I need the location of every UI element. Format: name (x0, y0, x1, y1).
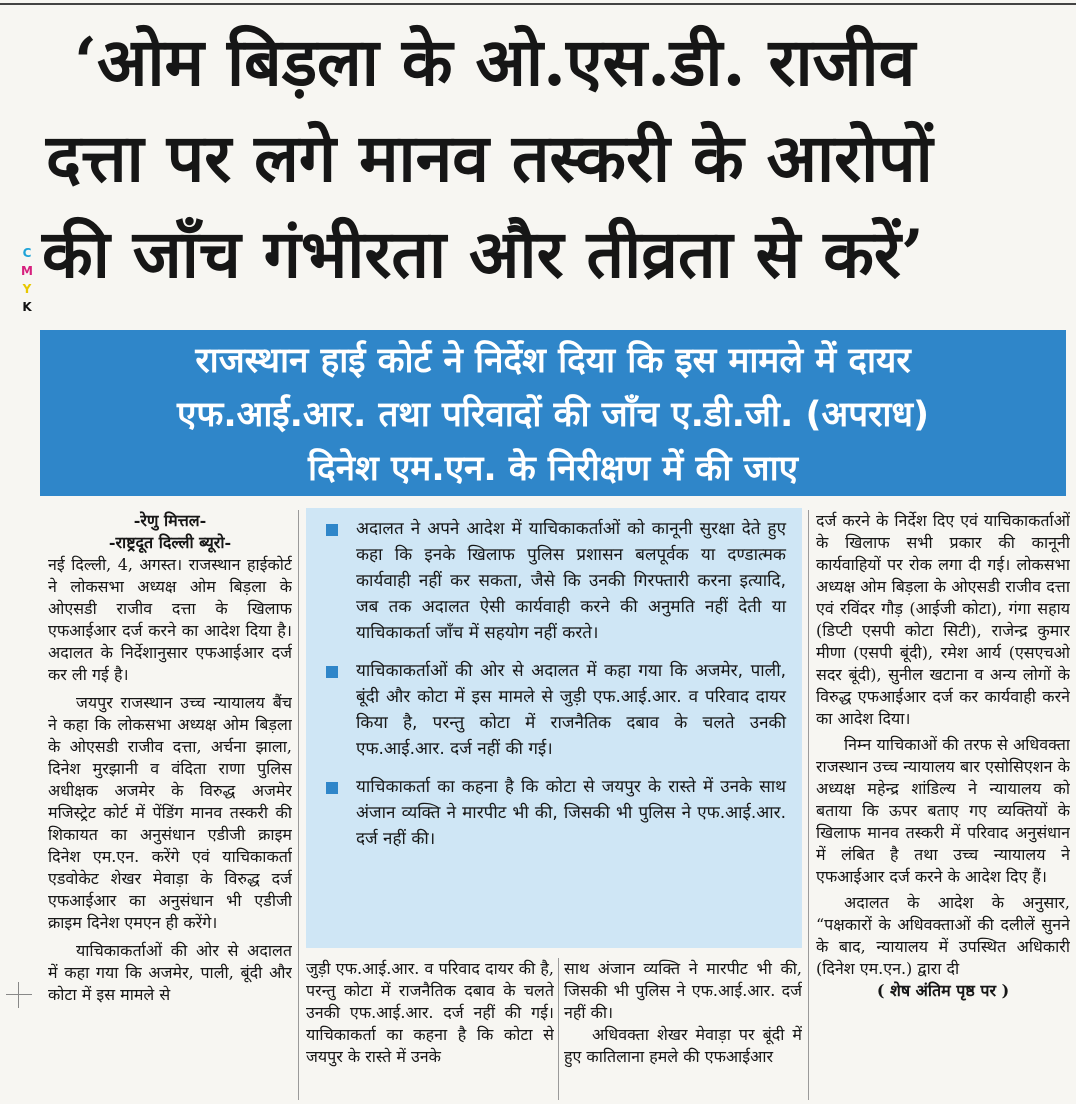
headline-line-3: की जाँच गंभीरता और तीव्रता से करें’ (42, 215, 924, 293)
cmyk-k: K (22, 300, 32, 314)
middle-bottom-text-2a: साथ अंजान व्यक्ति ने मारपीट भी की, जिसकी भी पुलिस ने एफ.आई.आर. दर्ज नहीं की। (564, 959, 802, 1022)
banner-line-3: दिनेश एम.एन. के निरीक्षण में की जाए (307, 449, 799, 489)
bullet-2-text: याचिकाकर्ताओं की ओर से अदालत में कहा गया कि अजमेर, पाली, बूंदी और कोटा में इस मामले से जुड़ी एफ.आई.आर. व परिवाद दायर किया है, परन्तु कोटा में राजनैतिक दबाव के चलते उनकी एफ.आई.आर. दर्ज नहीं की गई। (356, 661, 786, 759)
highlight-bullet-3 (324, 774, 786, 852)
right-paragraph-1: दर्ज करने के निर्देश दिए एवं याचिकाकर्ताओं के खिलाफ सभी प्रकार की कानूनी कार्यवाहियों पर रोक लगा दी गई। लोकसभा अध्यक्ष ओम बिड़ला के ओएसडी राजीव दत्ता एवं रविंदर गौड़ (आईजी कोटा), गंगा सहाय (डिप्टी एसपी कोटा सिटी), राजेन्द्र कुमार मीणा (एसपी बूंदी), रमेश आर्य (एसएचओ सदर बूंदी), सुनील खटाना व अन्य लोगों के विरुद्ध एफआईआर दर्ज कर कार्यवाही करने का आदेश दिया। (816, 511, 1070, 728)
bullet-square-icon (326, 524, 338, 536)
left-paragraph-3: याचिकाकर्ताओं की ओर से अदालत में कहा गया कि अजमेर, पाली, बूंदी और कोटा में इस मामले से (48, 941, 292, 1004)
highlight-box (306, 508, 802, 948)
middle-bottom-column-2 (564, 958, 802, 1102)
highlight-bullet-1 (324, 516, 786, 646)
middle-bottom-column-1 (306, 958, 554, 1102)
bullet-1-text: अदालत ने अपने आदेश में याचिकाकर्ताओं को कानूनी सुरक्षा देते हुए कहा कि इनके खिलाफ पुलिस प्रशासन बलपूर्वक या दण्डात्मक कार्यवाही नहीं कर सकता, जैसे कि उनकी गिरफ्तारी करना इत्यादि, जब तक अदालत ऐसी कार्यवाही करने की अनुमति नहीं देती या याचिकाकर्ता जाँच में सहयोग नहीं करते। (356, 519, 786, 643)
column-rule-mid (558, 958, 559, 1100)
column-rule-2 (808, 510, 809, 1100)
middle-bottom-text-1: जुड़ी एफ.आई.आर. व परिवाद दायर की है, परन्तु कोटा में राजनैतिक दबाव के चलते उनकी एफ.आई.आर. दर्ज नहीं की गई। याचिकाकर्ता का कहना है कि कोटा से जयपुर के रास्ते में उनके (306, 959, 554, 1066)
bullet-3-text: याचिकाकर्ता का कहना है कि कोटा से जयपुर के रास्ते में उनके साथ अंजान व्यक्ति ने मारपीट भी की, जिसकी भी पुलिस ने एफ.आई.आर. दर्ज नहीं की। (356, 777, 786, 849)
bullet-square-icon (326, 666, 338, 678)
top-rule (0, 3, 1076, 5)
cmyk-y: Y (22, 282, 32, 296)
byline-bureau: -राष्ट्रदूत दिल्ली ब्यूरो- (108, 533, 232, 552)
subheadline-banner (40, 330, 1066, 496)
headline-line-1: ‘ओम बिड़ला के ओ.एस.डी. राजीव (74, 23, 916, 101)
left-column (48, 510, 292, 1104)
left-paragraph-2: जयपुर राजस्थान उच्च न्यायालय बैंच ने कहा कि लोकसभा अध्यक्ष ओम बिड़ला के ओएसडी राजीव दत्ता, अर्चना झाला, दिनेश मुरझानी व वंदिता राणा पुलिस अधीक्षक अजमेर के विरुद्ध अजमेर मजिस्ट्रेट कोर्ट में पेंडिंग मानव तस्करी की शिकायत का अनुसंधान एडीजी क्राइम दिनेश एम.एन. करेंगे एवं याचिकाकर्ता एडवोकेट शेखर मेवाड़ा के विरुद्ध दर्ज एफआईआर का अनुसंधान भी एडीजी क्राइम दिनेश एमएन ही करेंगे। (48, 693, 292, 932)
highlight-bullet-2 (324, 658, 786, 762)
headline (40, 14, 1070, 302)
banner-line-2: एफ.आई.आर. तथा परिवादों की जाँच ए.डी.जी. (अपराध) (177, 395, 929, 435)
continued-note: ( शेष अंतिम पृष्ठ पर ) (876, 981, 1010, 1000)
headline-line-2: दत्ता पर लगे मानव तस्करी के आरोपों (46, 119, 933, 197)
right-column (816, 510, 1070, 1104)
byline-author: -रेणु मित्तल- (133, 511, 207, 530)
cmyk-c: C (22, 246, 32, 260)
left-paragraph-1: नई दिल्ली, 4, अगस्त। राजस्थान हाईकोर्ट ने लोकसभा अध्यक्ष ओम बिड़ला के ओएसडी राजीव दत्ता के खिलाफ एफआईआर दर्ज करने का आदेश दिया है। अदालत के निर्देशानुसार एफआईआर दर्ज कर ली गई है। (48, 555, 292, 684)
registration-crosshair-icon (6, 982, 32, 1008)
right-paragraph-2: निम्न याचिकाओं की तरफ से अधिवक्ता राजस्थान उच्च न्यायालय बार एसोसिएशन के अध्यक्ष महेन्द्र शांडिल्य ने न्यायालय को बताया कि ऊपर बताए गए व्यक्तियों के खिलाफ मानव तस्करी में परिवाद अनुसंधान में लंबित है तथा उच्च न्यायालय ने एफआईआर दर्ज करने के आदेश दिए हैं। (816, 735, 1070, 886)
banner-line-1: राजस्थान हाई कोर्ट ने निर्देश दिया कि इस मामले में दायर (195, 341, 911, 381)
cmyk-m: M (21, 264, 33, 278)
right-paragraph-3: अदालत के आदेश के अनुसार, “पक्षकारों के अधिवक्ताओं की दलीलें सुनने के बाद, न्यायालय में उपस्थित अधिकारी (दिनेश एम.एन.) द्वारा दी (816, 893, 1070, 978)
cmyk-registration-mark (20, 244, 34, 316)
middle-bottom-text-2b: अधिवक्ता शेखर मेवाड़ा पर बूंदी में हुए कातिलाना हमले की एफआईआर (564, 1025, 802, 1066)
column-rule-1 (298, 510, 299, 1100)
bullet-square-icon (326, 782, 338, 794)
